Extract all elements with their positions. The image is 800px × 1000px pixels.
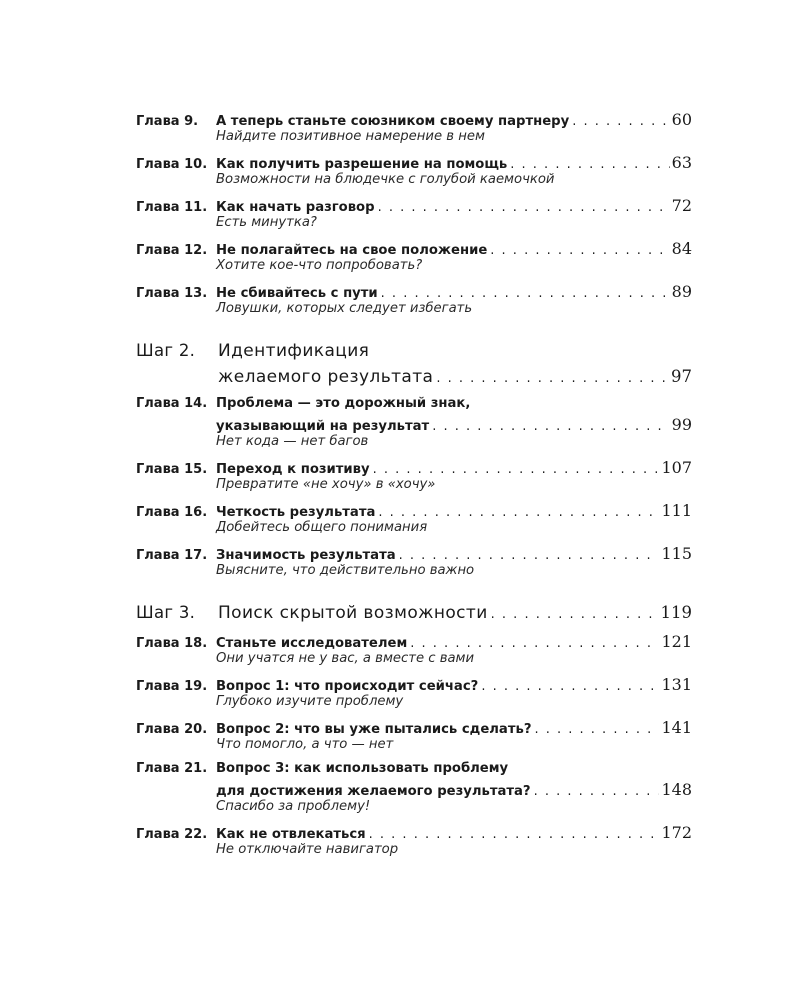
toc-chapter-entry [136, 110, 692, 148]
chapter-number: Глава 16. [136, 505, 208, 520]
dot-leader [378, 505, 659, 520]
dot-leader [481, 679, 659, 694]
toc-chapter-entry [136, 282, 692, 320]
chapter-title: А теперь станьте союзником своему партнеру [216, 114, 570, 129]
dot-leader [534, 722, 659, 737]
page-number: 148 [661, 780, 692, 799]
toc-chapter-entry [136, 823, 692, 861]
dot-leader [399, 548, 660, 563]
dot-leader [491, 607, 659, 622]
chapter-subtitle: Ловушки, которых следует избегать [216, 301, 473, 316]
chapter-title: Не полагайтесь на свое положение [216, 243, 488, 258]
chapter-title: Как не отвлекаться [216, 827, 366, 842]
page-number: 84 [671, 239, 692, 258]
page-number: 131 [661, 675, 692, 694]
chapter-subtitle: Глубоко изучите проблему [216, 694, 404, 709]
chapter-title: Не сбивайтесь с пути [216, 286, 378, 301]
dot-leader [572, 114, 669, 129]
page-number: 107 [661, 458, 692, 477]
page-number: 115 [661, 544, 692, 563]
dot-leader [373, 462, 660, 477]
chapter-title: указывающий на результат [216, 419, 430, 434]
step-title: Идентификация [218, 341, 370, 361]
chapter-subtitle: Есть минутка? [216, 215, 317, 230]
page-number: 141 [661, 718, 692, 737]
toc-chapter-entry [136, 458, 692, 496]
dot-leader [432, 419, 669, 434]
chapter-title: Переход к позитиву [216, 462, 370, 477]
chapter-title: Вопрос 1: что происходит сейчас? [216, 679, 479, 694]
toc-chapter-entry [136, 153, 692, 191]
toc-chapter-entry [136, 632, 692, 670]
toc-chapter-entry [136, 761, 692, 818]
page-number: 89 [671, 282, 692, 301]
chapter-title: Четкость результата [216, 505, 376, 520]
chapter-title: для достижения желаемого результата? [216, 784, 531, 799]
chapter-number: Глава 19. [136, 679, 208, 694]
toc-step-entry [136, 341, 692, 393]
dot-leader [490, 243, 669, 258]
page-number: 121 [661, 632, 692, 651]
chapter-subtitle: Хотите кое-что попробовать? [216, 258, 423, 273]
chapter-number: Глава 22. [136, 827, 208, 842]
dot-leader [510, 157, 669, 172]
chapter-title: Как начать разговор [216, 200, 375, 215]
table-of-contents [136, 110, 692, 866]
chapter-subtitle: Превратите «не хочу» в «хочу» [216, 477, 436, 492]
dot-leader [381, 286, 670, 301]
page-number: 172 [661, 823, 692, 842]
step-number: Шаг 3. [136, 603, 196, 622]
chapter-number: Глава 15. [136, 462, 208, 477]
chapter-title: Станьте исследователем [216, 636, 408, 651]
dot-leader [369, 827, 660, 842]
step-title: желаемого результата [218, 367, 434, 387]
chapter-number: Глава 9. [136, 114, 199, 129]
toc-chapter-entry [136, 544, 692, 582]
page-number: 72 [671, 196, 692, 215]
dot-leader [534, 784, 660, 799]
page-number: 99 [671, 415, 692, 434]
chapter-number: Глава 21. [136, 761, 208, 776]
chapter-subtitle: Не отключайте навигатор [216, 842, 399, 857]
chapter-title: Проблема — это дорожный знак, [216, 396, 471, 411]
chapter-number: Глава 10. [136, 157, 208, 172]
chapter-number: Глава 17. [136, 548, 208, 563]
dot-leader [436, 371, 669, 386]
page-number: 119 [660, 603, 692, 622]
chapter-subtitle: Возможности на блюдечке с голубой каемочкой [216, 172, 555, 187]
toc-chapter-entry [136, 675, 692, 713]
toc-chapter-entry [136, 196, 692, 234]
chapter-subtitle: Найдите позитивное намерение в нем [216, 129, 485, 144]
toc-chapter-entry [136, 239, 692, 277]
step-title: Поиск скрытой возможности [218, 603, 488, 623]
chapter-subtitle: Нет кода — нет багов [216, 434, 369, 449]
chapter-number: Глава 13. [136, 286, 208, 301]
page-number: 97 [671, 367, 692, 386]
toc-step-entry [136, 603, 692, 629]
chapter-title: Значимость результата [216, 548, 396, 563]
page-number: 60 [671, 110, 692, 129]
toc-chapter-entry [136, 501, 692, 539]
chapter-subtitle: Спасибо за проблему! [216, 799, 371, 814]
dot-leader [410, 636, 659, 651]
chapter-subtitle: Что помогло, а что — нет [216, 737, 394, 752]
page-number: 63 [671, 153, 692, 172]
chapter-number: Глава 18. [136, 636, 208, 651]
dot-leader [378, 200, 670, 215]
chapter-number: Глава 20. [136, 722, 208, 737]
chapter-title: Вопрос 2: что вы уже пытались сделать? [216, 722, 532, 737]
chapter-number: Глава 12. [136, 243, 208, 258]
chapter-number: Глава 11. [136, 200, 208, 215]
step-number: Шаг 2. [136, 341, 196, 360]
chapter-number: Глава 14. [136, 396, 208, 411]
chapter-title: Вопрос 3: как использовать проблему [216, 761, 509, 776]
chapter-title: Как получить разрешение на помощь [216, 157, 508, 172]
toc-chapter-entry [136, 718, 692, 756]
chapter-subtitle: Добейтесь общего понимания [216, 520, 428, 535]
chapter-subtitle: Выясните, что действительно важно [216, 563, 475, 578]
toc-chapter-entry [136, 396, 692, 453]
chapter-subtitle: Они учатся не у вас, а вместе с вами [216, 651, 475, 666]
page-number: 111 [661, 501, 692, 520]
